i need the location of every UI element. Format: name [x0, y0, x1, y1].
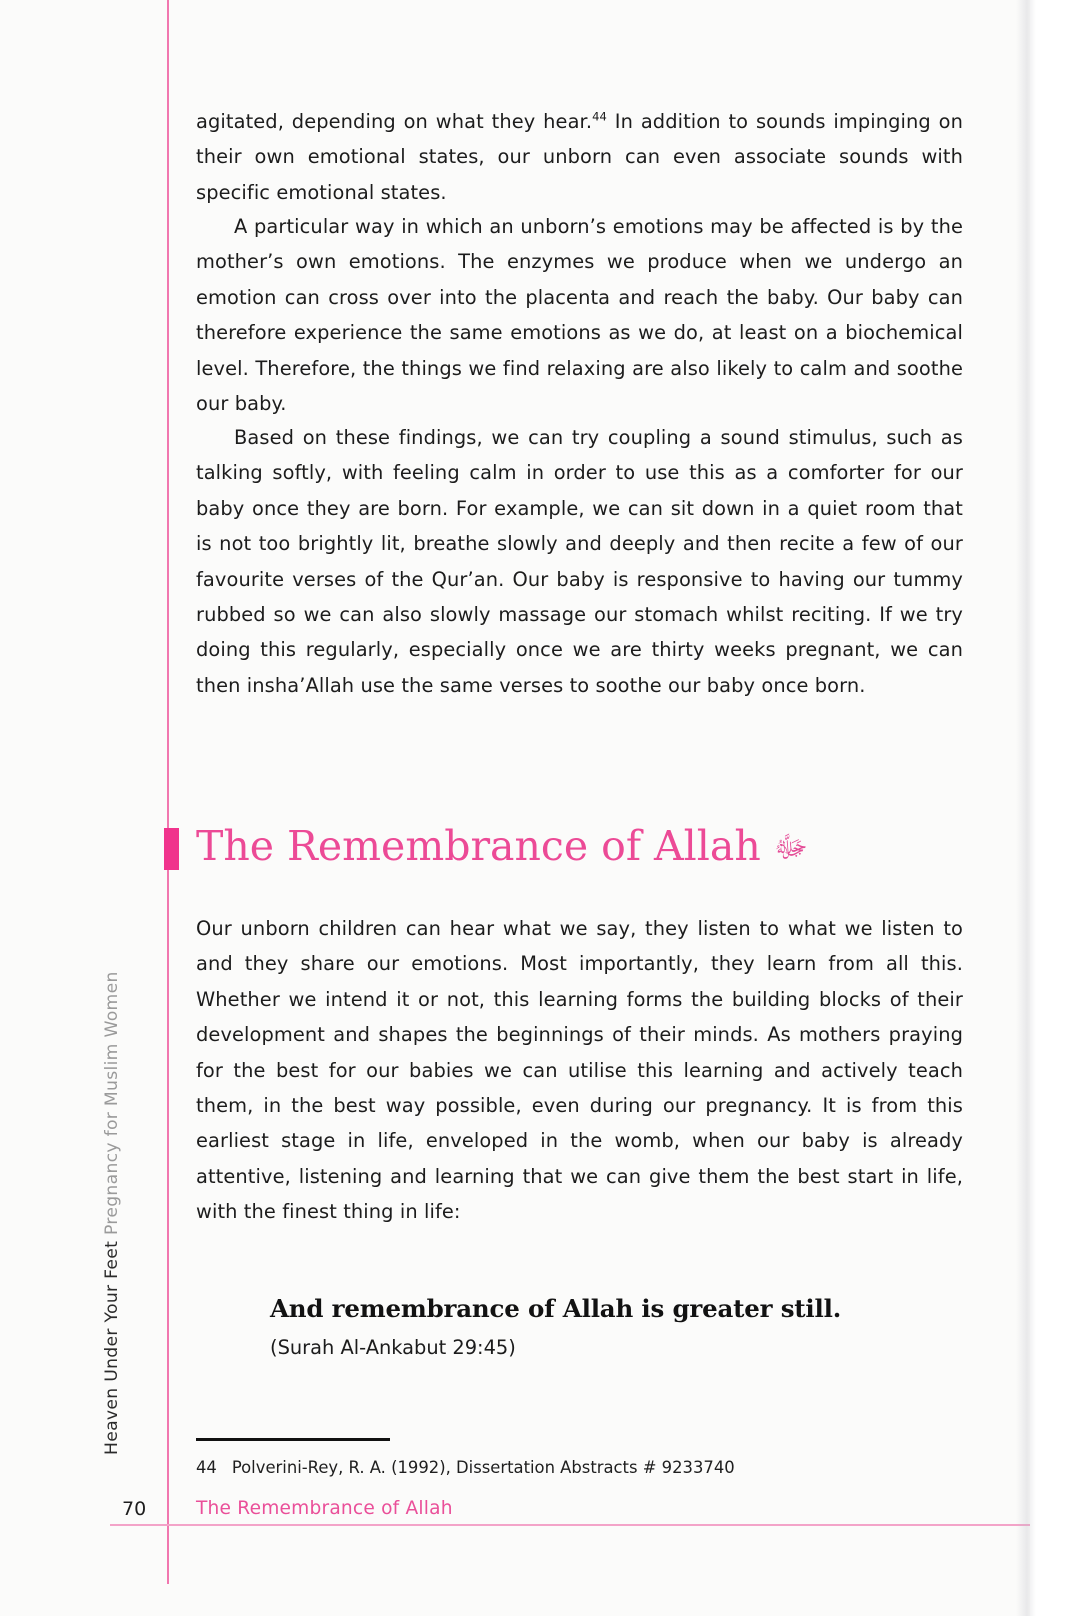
- left-margin-rule: [167, 0, 169, 1584]
- footnote-separator-rule: [196, 1438, 390, 1441]
- footer-running-title: The Remembrance of Allah: [196, 1498, 453, 1519]
- quotation-source: (Surah Al-Ankabut 29:45): [270, 1336, 516, 1359]
- section-paragraph-wrap: [196, 911, 963, 1230]
- book-title: Heaven Under Your Feet: [102, 1240, 122, 1455]
- book-subtitle: Pregnancy for Muslim Women: [102, 971, 122, 1236]
- body-paragraph-3-wrap: [196, 420, 963, 703]
- footnote-marker-44: 44: [592, 109, 607, 124]
- quotation-block: [270, 1291, 970, 1363]
- body-paragraph-3: Based on these findings, we can try coupling a sound stimulus, such as talking softly, with feeling calm in order to use this as a comforter for our baby once they are born. For example, we can sit down in a quiet room that is not too brightly lit, breathe slowly and deeply and then recite a few of our favourite verses of the Qur’an. Our baby is responsive to having our tummy rubbed so we can also slowly massage our stomach whilst reciting. If we try doing this regularly, especially once we are thirty weeks pregnant, we can then insha’Allah use the same verses to soothe our baby once born.: [196, 426, 963, 697]
- page-number: 70: [122, 1498, 147, 1520]
- section-heading: [164, 818, 964, 882]
- paragraph-1-prefix: agitated, depending on what they hear.: [196, 110, 593, 133]
- footer-rule: [110, 1524, 1030, 1526]
- vertical-running-title: [102, 935, 154, 1455]
- paragraph-1-suffix: In addition to sounds impinging on their own emotional states, our unborn can even associate sounds with specific emotional states.: [196, 110, 963, 204]
- footnote-entry: [196, 1455, 956, 1481]
- page-outside-area: [1036, 0, 1069, 1616]
- paragraph-continuation: [196, 104, 963, 210]
- section-paragraph: Our unborn children can hear what we say, they listen to what we listen to and they share our emotions. Most importantly, they learn from all this. Whether we intend it or not, this learning forms the building blocks of their development and shapes the beginnings of their minds. As mothers praying for the best for our babies we can utilise this learning and actively teach them, in the best way possible, even during our pregnancy. It is from this earliest stage in life, enveloped in the womb, when our baby is already attentive, listening and learning that we can give them the best start in life, with the finest thing in life:: [196, 917, 963, 1224]
- heading-title: The Remembrance of Allah: [196, 822, 761, 870]
- subhanahu-wa-taala-glyph: ﷻ: [774, 830, 808, 865]
- body-paragraph-2: A particular way in which an unborn’s emotions may be affected is by the mother’s own emotions. The enzymes we produce when we undergo an emotion can cross over into the placenta and reach the baby. Our baby can therefore experience the same emotions as we do, at least on a biochemical level. Therefore, the things we find relaxing are also likely to calm and soothe our baby.: [196, 215, 963, 416]
- footnote-text: Polverini-Rey, R. A. (1992), Dissertation Abstracts # 9233740: [231, 1458, 735, 1477]
- footnote-number: 44: [196, 1458, 217, 1477]
- body-paragraph-2-wrap: [196, 209, 963, 421]
- heading-accent-bar: [164, 828, 179, 870]
- body-paragraph-1: [196, 104, 963, 210]
- quotation-text: And remembrance of Allah is greater still.: [270, 1294, 842, 1323]
- page-edge-shadow: [1016, 0, 1036, 1616]
